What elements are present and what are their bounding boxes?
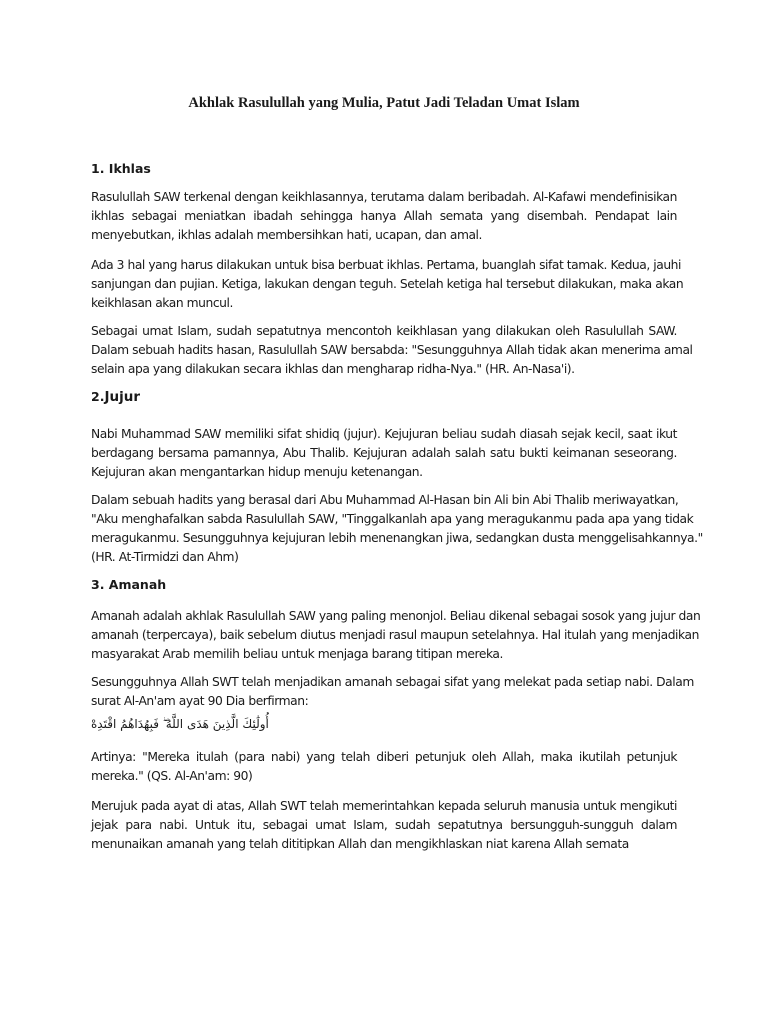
text-line: ikhlas sebagai meniatkan ibadah sehingga hanya Allah semata yang disembah. Pendapat lain xyxy=(91,209,677,223)
paragraph xyxy=(91,256,684,313)
text-line: Kejujuran akan mengantarkan hidup menuju ketenangan. xyxy=(91,465,423,479)
text-line: Artinya: "Mereka itulah (para nabi) yang telah diberi petunjuk oleh Allah, maka ikutilah petunjuk xyxy=(91,750,677,764)
text-line: keikhlasan akan muncul. xyxy=(91,296,233,310)
text-line: Merujuk pada ayat di atas, Allah SWT telah memerintahkan kepada seluruh manusia untuk mengikuti xyxy=(91,799,677,813)
arabic-verse-text: أُولَٰئِكَ الَّذِينَ هَدَى اللَّهُ ۖ فَبِهُدَاهُمُ اقْتَدِهْ xyxy=(91,717,269,731)
text-line: jejak para nabi. Untuk itu, sebagai umat Islam, sudah sepatutnya bersungguh-sungguh dalam xyxy=(91,818,677,832)
paragraph xyxy=(91,425,677,482)
text-line: Dalam sebuah hadits yang berasal dari Abu Muhammad Al-Hasan bin Ali bin Abi Thalib meriwayatkan, xyxy=(91,493,679,507)
section-number: 2. xyxy=(91,389,105,404)
text-line: Ada 3 hal yang harus dilakukan untuk bisa berbuat ikhlas. Pertama, buanglah sifat tamak. Kedua, jauhi xyxy=(91,258,681,272)
text-line: "Aku menghafalkan sabda Rasulullah SAW, "Tinggalkanlah apa yang meragukanmu pada apa yang tidak xyxy=(91,512,694,526)
paragraph xyxy=(91,748,677,786)
paragraph xyxy=(91,188,677,245)
paragraph xyxy=(91,797,677,854)
section-heading-jujur xyxy=(91,387,140,407)
text-line: meragukanmu. Sesungguhnya kejujuran lebih menenangkan jiwa, sedangkan dusta menggelisahkannya." xyxy=(91,531,703,545)
text-line: mereka." (QS. Al-An'am: 90) xyxy=(91,769,253,783)
document-title: Akhlak Rasulullah yang Mulia, Patut Jadi Teladan Umat Islam xyxy=(188,95,580,111)
text-line: surat Al-An'am ayat 90 Dia berfirman: xyxy=(91,694,309,708)
text-line: menunaikan amanah yang telah dititipkan Allah dan mengikhlaskan niat karena Allah semata xyxy=(91,837,629,851)
text-line: berdagang bersama pamannya, Abu Thalib. Kejujuran adalah salah satu bukti keimanan seseorang. xyxy=(91,446,677,460)
section-heading-label: Jujur xyxy=(104,389,140,405)
text-line: amanah (terpercaya), baik sebelum diutus menjadi rasul maupun setelahnya. Hal itulah yang menjadikan xyxy=(91,628,699,642)
text-line: (HR. At-Tirmidzi dan Ahm) xyxy=(91,550,239,564)
section-heading-ikhlas: 1. Ikhlas xyxy=(91,161,151,176)
text-line: menyebutkan, ikhlas adalah membersihkan hati, ucapan, dan amal. xyxy=(91,228,482,242)
text-line: Amanah adalah akhlak Rasulullah SAW yang paling menonjol. Beliau dikenal sebagai sosok yang jujur dan xyxy=(91,609,701,623)
paragraph xyxy=(91,607,701,664)
text-line: selain apa yang dilakukan secara ikhlas dan mengharap ridha-Nya." (HR. An-Nasa'i). xyxy=(91,362,575,376)
text-line: Sesungguhnya Allah SWT telah menjadikan amanah sebagai sifat yang melekat pada setiap nabi. Dalam xyxy=(91,675,694,689)
text-line: masyarakat Arab memilih beliau untuk menjaga barang titipan mereka. xyxy=(91,647,503,661)
text-line: Sebagai umat Islam, sudah sepatutnya mencontoh keikhlasan yang dilakukan oleh Rasulullah SAW. xyxy=(91,324,677,338)
text-line: Dalam sebuah hadits hasan, Rasulullah SAW bersabda: "Sesungguhnya Allah tidak akan menerima amal xyxy=(91,343,693,357)
section-heading-amanah: 3. Amanah xyxy=(91,577,167,592)
text-line: Rasulullah SAW terkenal dengan keikhlasannya, terutama dalam beribadah. Al-Kafawi mendefinisikan xyxy=(91,190,677,204)
text-line: Nabi Muhammad SAW memiliki sifat shidiq (jujur). Kejujuran beliau sudah diasah sejak kecil, saat ikut xyxy=(91,427,677,441)
text-line: sanjungan dan pujian. Ketiga, lakukan dengan teguh. Setelah ketiga hal tersebut dilakukan, maka akan xyxy=(91,277,684,291)
paragraph xyxy=(91,491,703,567)
paragraph xyxy=(91,322,693,379)
paragraph xyxy=(91,673,694,711)
arabic-verse xyxy=(91,715,269,733)
